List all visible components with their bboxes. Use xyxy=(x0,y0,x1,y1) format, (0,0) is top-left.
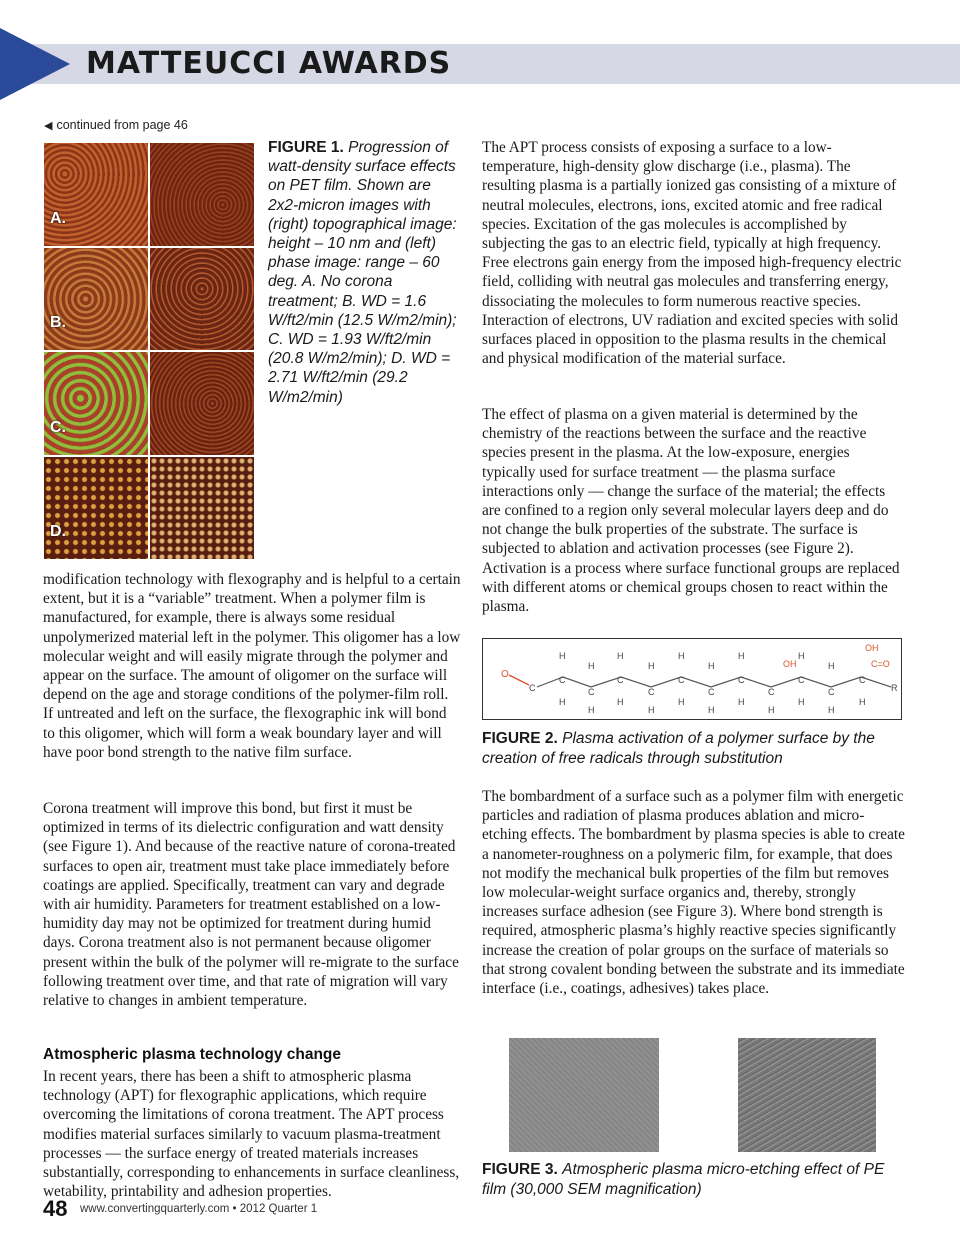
figure3-caption-label: FIGURE 3. xyxy=(482,1161,558,1178)
figure2-h: H xyxy=(708,705,715,715)
figure2-h: H xyxy=(678,697,685,707)
figure2-c: C xyxy=(678,675,685,685)
figure2-h: H xyxy=(828,661,835,671)
figure2-c: C xyxy=(648,687,655,697)
figure2-coo: C=O xyxy=(871,659,890,669)
figure1-panel-b-height xyxy=(150,248,254,351)
figure2-h: H xyxy=(617,697,624,707)
left-paragraph-1: modification technology with flexography and is helpful to a certain extent, but it is a “variable” treatment. When a polymer film is manufactured, for example, there is always some residual unpolymerized material left in the polymer. This oligomer has a low molecular weight and will easily migrate through the polymer and appear on the surface. The amount of oligomer on the surface will depend on the age and storage conditions of the polymer-film roll. If untreated and left on the surface, the flexographic ink will bond to this oligomer, which will form a weak boundary layer and will have poor bond strength to the native film surface. xyxy=(43,571,461,761)
figure2-h: H xyxy=(648,661,655,671)
figure2-h: H xyxy=(798,651,805,661)
figure2-h: H xyxy=(738,697,745,707)
figure2-oh: OH xyxy=(783,659,797,669)
figure2-caption-label: FIGURE 2. xyxy=(482,730,558,747)
figure1-label-d: D. xyxy=(50,523,66,540)
continued-text: continued from page 46 xyxy=(56,118,188,132)
figure1-panel-a-height xyxy=(150,143,254,246)
figure2-c: C xyxy=(828,687,835,697)
figure2-atom-o: O xyxy=(501,669,509,680)
figure1-caption-label: FIGURE 1. xyxy=(268,139,344,156)
continued-note xyxy=(44,118,188,132)
left-paragraph-2: Corona treatment will improve this bond, but first it must be optimized in terms of its dielectric configuration and watt density (see Figure 1). And because of the reactive nature of corona-treated surfaces to open air, treatment must take place immediately before coatings are applied. Specifically, treatment can vary and degrade with air humidity. Parameters for treatment established on a low-humidity day may not be optimized for treatment during humid days. Corona treatment also is not permanent because oligomer present within the bulk of the polymer will re-migrate to the surface following treatment over time, and that rate of migration will vary relative to changes in ambient temperature. xyxy=(43,800,459,1010)
figure2-h: H xyxy=(559,651,566,661)
figure2-c: C xyxy=(588,687,595,697)
figure2-caption xyxy=(482,729,906,768)
figure1-panel-c-phase xyxy=(44,352,148,455)
footer-text: www.convertingquarterly.com • 2012 Quarter 1 xyxy=(80,1203,318,1215)
figure1-caption-text: Progression of watt-density surface effects on PET film. Shown are 2x2-micron images with (right) topographical image: height – 10 nm and (left) phase image: range – 60 deg. A. No corona treatment; B. WD = 1.6 W/ft2/min (12.5 W/m2/min); C. WD = 1.93 W/ft2/min (20.8 W/m2/min); D. WD = 2.71 W/ft2/min (29.2 W/m2/min) xyxy=(268,139,457,406)
figure2-h: H xyxy=(678,651,685,661)
figure2-carbon-units xyxy=(559,643,898,715)
figure2-h: H xyxy=(588,705,595,715)
figure2-c: C xyxy=(859,675,866,685)
right-paragraph-1: The APT process consists of exposing a surface to a low-temperature, high-density glow discharge (i.e., plasma). The resulting plasma is a partially ionized gas consisting of a mixture of neutral molecules, electrons, ions, excited atomic and free radical species. Excitation of the gas molecules is accomplished by subjecting the gas to an electric field, typically at high frequency. Free electrons gain energy from the imposed high-frequency electric field, colliding with neutral gas molecules and transferring energy, dissociating the molecules to form numerous reactive species. Interaction of electrons, UV radiation and excited species with solid surfaces placed in opposition to the plasma results in the chemical and physical modification of the material surface. xyxy=(482,139,902,368)
figure1-panel-b-phase xyxy=(44,248,148,351)
figure2-h: H xyxy=(559,697,566,707)
figure2-h: H xyxy=(617,651,624,661)
figure1-panel-c-height xyxy=(150,352,254,455)
subheading-atmospheric-plasma: Atmospheric plasma technology change xyxy=(43,1046,342,1063)
section-title: MATTEUCCI AWARDS xyxy=(86,46,452,81)
figure2-h: H xyxy=(738,651,745,661)
figure2-c: C xyxy=(798,675,805,685)
figure1-panel-a-phase xyxy=(44,143,148,246)
figure2-h: H xyxy=(768,705,775,715)
figure3-caption-text: Atmospheric plasma micro-etching effect of PE film (30,000 SEM magnification) xyxy=(482,1161,885,1198)
right-paragraph-3: The bombardment of a surface such as a polymer film with energetic particles and radiation of plasma produces ablation and micro-etching effects. The bombardment by plasma species is able to create a nanometer-roughness on a polymeric film, for example, that does not modify the mechanical bulk properties of the film but removes low molecular-weight surface organics and, thereby, strongly increases surface adhesion (see Figure 3). Where bond strength is required, atmospheric plasma’s highly reactive species significantly increase the creation of polar groups on the surface of materials so that strong covalent bonding between the substrate and its immediate interface (i.e., coatings, adhesives) takes place. xyxy=(482,788,905,998)
figure1-panel-d-height xyxy=(150,457,254,560)
figure2-c: C xyxy=(738,675,745,685)
figure2-h: H xyxy=(859,697,866,707)
figure2-backbone xyxy=(537,677,891,687)
figure1-label-a: A. xyxy=(50,209,66,227)
figure2-oh-top: OH xyxy=(865,643,879,653)
figure2-diagram xyxy=(482,638,902,720)
figure3-image-left xyxy=(509,1038,659,1152)
figure1-panel-d-phase xyxy=(44,457,148,560)
figure2-h: H xyxy=(798,697,805,707)
figure3-caption xyxy=(482,1160,906,1199)
figure2-r: R xyxy=(891,683,898,693)
figure2-atom-c: C xyxy=(529,683,536,693)
figure2-molecule-svg xyxy=(483,639,901,719)
figure1-label-c: C. xyxy=(50,418,66,436)
figure2-c: C xyxy=(708,687,715,697)
left-arrow-icon: ◀ xyxy=(44,120,53,132)
figure3-image-right xyxy=(738,1038,876,1152)
figure2-h: H xyxy=(828,705,835,715)
figure2-c: C xyxy=(617,675,624,685)
figure2-caption-text: Plasma activation of a polymer surface by the creation of free radicals through substitution xyxy=(482,730,875,767)
figure2-h: H xyxy=(648,705,655,715)
figure1-caption xyxy=(268,138,464,407)
right-paragraph-2: The effect of plasma on a given material is determined by the chemistry of the reactions between the surface and the reactive species present in the plasma. At the low-exposure, energies typically used for surface treatment — the plasma surface interactions only — change the surface of the material; the effects are confined to a region only several molecular layers deep and do not change the bulk properties of the substrate. The surface is subjected to ablation and activation processes (see Figure 2). Activation is a process where surface functional groups are replaced with different atoms or chemical groups chosen to react within the plasma. xyxy=(482,406,900,616)
figure2-bond xyxy=(509,675,529,685)
figure2-h: H xyxy=(708,661,715,671)
figure1-image xyxy=(44,143,254,559)
figure2-h: H xyxy=(588,661,595,671)
left-paragraph-3: In recent years, there has been a shift to atmospheric plasma technology (APT) for flexographic applications, which require overcoming the limitations of corona treatment. The APT process modifies material surfaces similarly to vacuum plasma-treatment processes — the surface energy of treated materials increases substantially, corresponding to enhancements in surface cleanliness, wetability, printability and adhesion properties. xyxy=(43,1068,460,1201)
page-number: 48 xyxy=(43,1196,68,1221)
header-triangle-icon xyxy=(0,28,70,100)
figure1-label-b: B. xyxy=(50,314,66,331)
figure2-c: C xyxy=(768,687,775,697)
figure2-c: C xyxy=(559,675,566,685)
